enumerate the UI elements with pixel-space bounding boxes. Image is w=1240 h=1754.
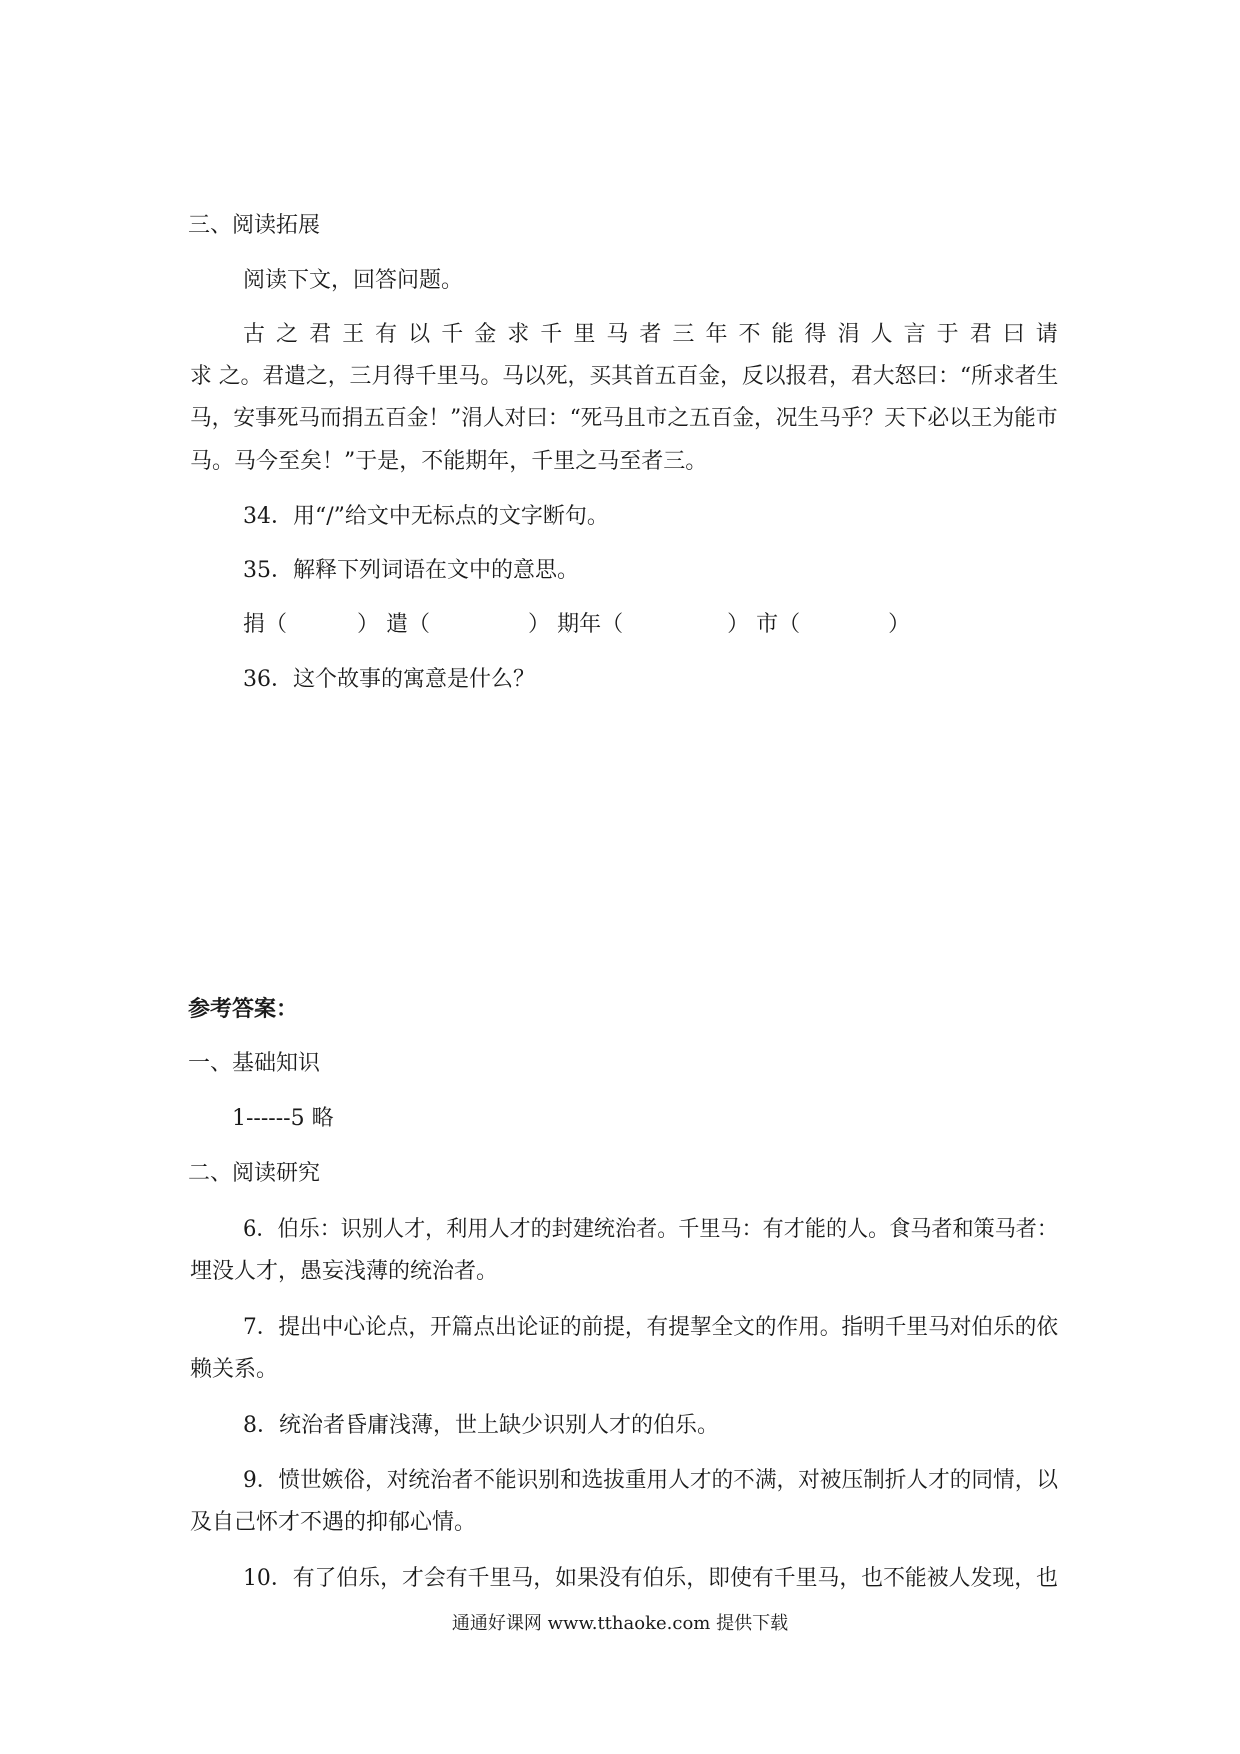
passage-char: 君 (969, 322, 992, 347)
word-juan: 捐（ (243, 612, 288, 637)
passage-char: 曰 (1002, 322, 1025, 347)
word-jinian: 期年（ (557, 612, 624, 637)
answer-text: 7．提出中心论点，开篇点出论证的前提，有提挈全文的作用。指明千里马对伯乐的依 (243, 1315, 1058, 1340)
footer-watermark: 通通好课网 www.tthaoke.com 提供下载 (451, 1613, 789, 1634)
close-paren: ） (727, 612, 750, 637)
passage-line (190, 364, 1058, 390)
question-35-word-blanks (243, 612, 910, 638)
passage-line (190, 406, 1058, 432)
answer-8: 8．统治者昏庸浅薄，世上缺少识别人才的伯乐。 (243, 1413, 719, 1438)
passage-char: 不 (738, 322, 761, 347)
answer-7-line: 赖关系。 (190, 1357, 279, 1382)
section-heading-reading: 三、阅读拓展 (188, 213, 321, 238)
answer-6-line (243, 1217, 1058, 1243)
answer-9-line (243, 1468, 1058, 1494)
answer-9-line: 及自己怀才不遇的抑郁心情。 (190, 1510, 477, 1535)
reading-instruction: 阅读下文，回答问题。 (243, 268, 464, 293)
passage-char: 之 (276, 322, 299, 347)
passage-char: 者 (639, 322, 662, 347)
answer-10-line (243, 1566, 1058, 1592)
passage-char: 人 (870, 322, 893, 347)
passage-char: 古 (243, 322, 266, 347)
passage-char: 君 (309, 322, 332, 347)
passage-char: 马 (606, 322, 629, 347)
answer-6-line: 埋没人才，愚妄浅薄的统治者。 (190, 1259, 499, 1284)
question-34: 34．用“/”给文中无标点的文字断句。 (243, 504, 609, 529)
passage-char: 王 (342, 322, 365, 347)
passage-char: 于 (936, 322, 959, 347)
answers-title: 参考答案： (188, 996, 299, 1022)
passage-char: 里 (573, 322, 596, 347)
word-shi: 市（ (756, 612, 801, 637)
passage-char: 金 (474, 322, 497, 347)
passage-char: 以 (408, 322, 431, 347)
passage-char: 请 (1035, 322, 1058, 347)
close-paren: ） (888, 612, 911, 637)
passage-unpunctuated-line (243, 322, 1058, 348)
answers-part2-heading: 二、阅读研究 (188, 1161, 321, 1186)
passage-line-text: 马，安事死马而捐五百金！”涓人对曰：“死马且市之五百金，况生马乎？天下必以王为能市 (190, 406, 1058, 431)
answer-text: 6．伯乐：识别人才，利用人才的封建统治者。千里马：有才能的人。食马者和策马者： (243, 1217, 1058, 1242)
passage-char: 涓 (837, 322, 860, 347)
question-35: 35．解释下列词语在文中的意思。 (243, 558, 579, 583)
answer-text: 10．有了伯乐，才会有千里马，如果没有伯乐，即使有千里马，也不能被人发现，也 (243, 1566, 1058, 1591)
answer-text: 9．愤世嫉俗，对统治者不能识别和选拔重用人才的不满，对被压制折人才的同情，以 (243, 1468, 1058, 1493)
answers-part1-heading: 一、基础知识 (188, 1051, 321, 1076)
passage-line: 马。马今至矣！”于是，不能期年，千里之马至者三。 (190, 449, 708, 474)
passage-char: 得 (804, 322, 827, 347)
word-qian: 遣（ (386, 612, 431, 637)
question-36: 36．这个故事的寓意是什么？ (243, 667, 535, 692)
answers-part1-answer: 1------5 略 (232, 1106, 334, 1131)
answer-7-line (243, 1315, 1058, 1341)
passage-char: 千 (540, 322, 563, 347)
close-paren: ） (528, 612, 551, 637)
passage-char: 言 (903, 322, 926, 347)
passage-char: 三 (672, 322, 695, 347)
passage-line-text: 求 之。君遣之，三月得千里马。马以死，买其首五百金，反以报君，君大怒曰：“所求者生 (190, 364, 1059, 389)
passage-char: 年 (705, 322, 728, 347)
passage-char: 能 (771, 322, 794, 347)
passage-char: 有 (375, 322, 398, 347)
close-paren: ） (357, 612, 380, 637)
passage-char: 求 (507, 322, 530, 347)
passage-char: 千 (441, 322, 464, 347)
